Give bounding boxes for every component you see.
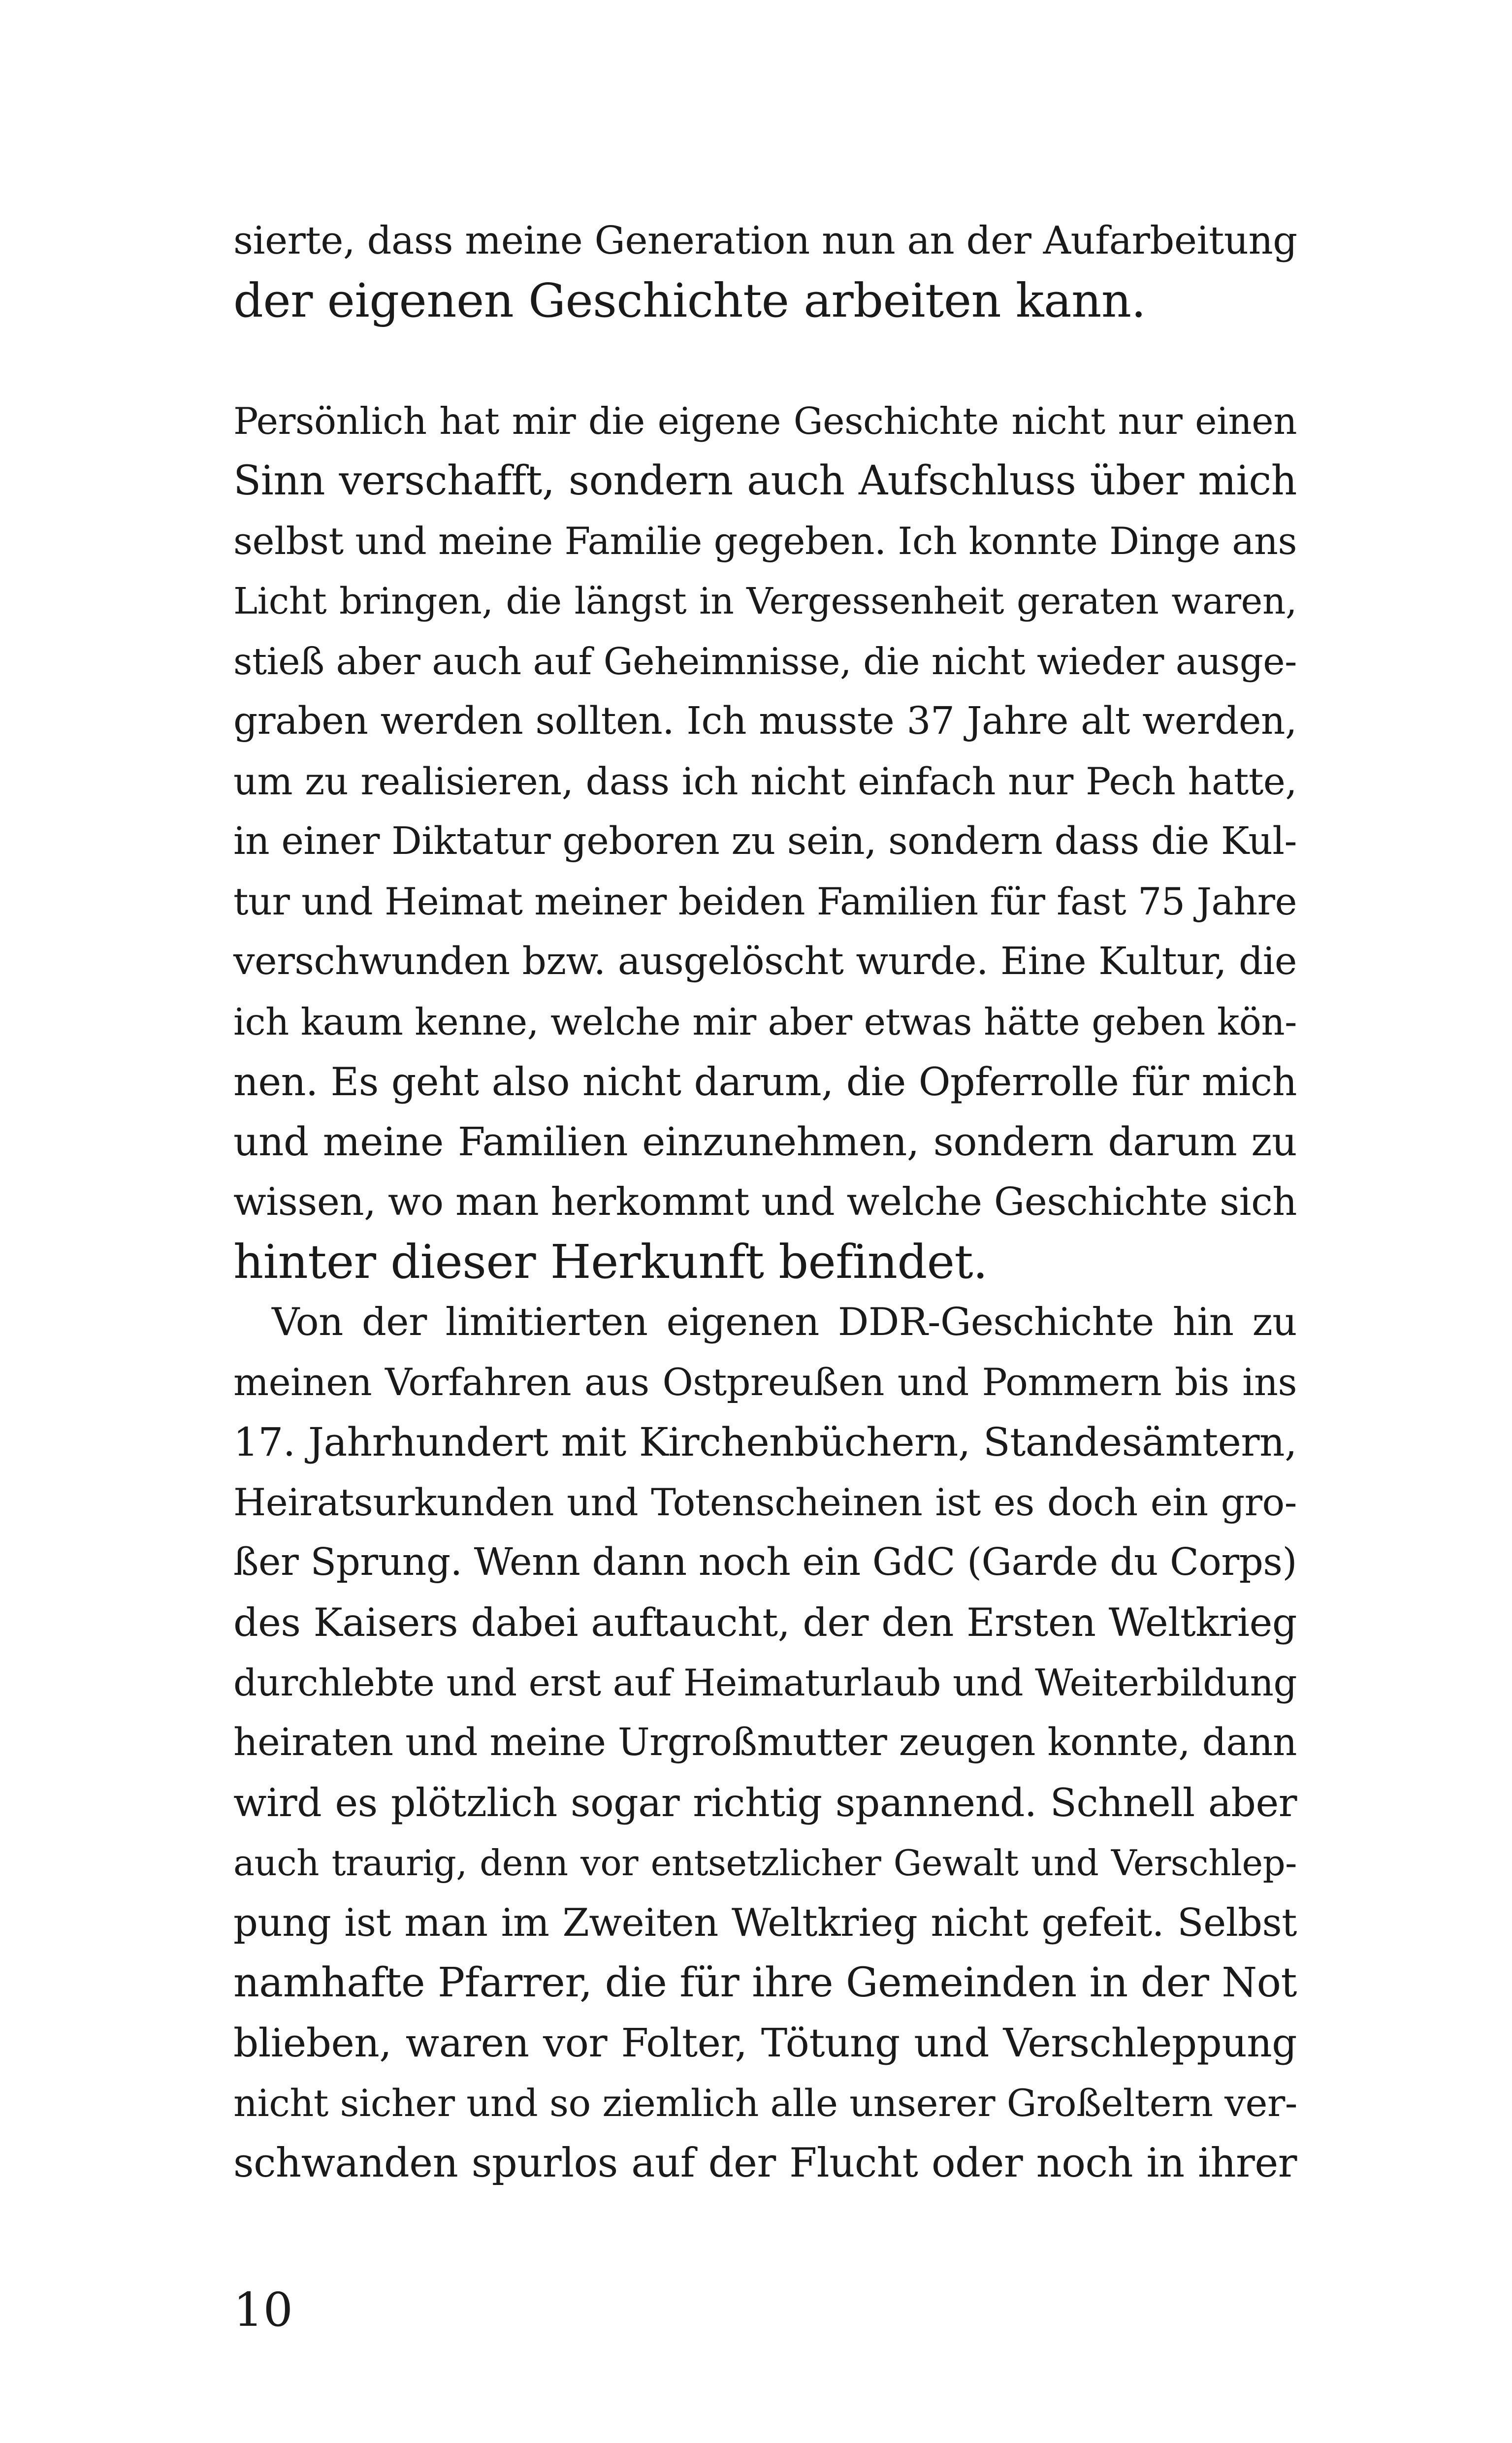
text-line: 17. Jahrhundert mit Kirchenbüchern, Standesämtern, — [233, 1419, 1297, 1465]
text-line: pung ist man im Zweiten Weltkrieg nicht gefeit. Selbst — [233, 1901, 1297, 1945]
text-line: um zu realisieren, dass ich nicht einfach nur Pech hatte, — [233, 759, 1297, 803]
page-number: 10 — [233, 2283, 293, 2337]
text-line: schwanden spurlos auf der Flucht oder noch in ihrer — [233, 2140, 1297, 2186]
text-line: Licht bringen, die längst in Vergessenheit geraten waren, — [233, 580, 1297, 622]
text-line: meinen Vorfahren aus Ostpreußen und Pommern bis ins — [233, 1360, 1297, 1404]
text-line: der eigenen Geschichte arbeiten kann. — [233, 274, 1146, 328]
text-line: nicht sicher und so ziemlich alle unserer Großeltern ver- — [233, 2081, 1297, 2125]
paragraph-gap — [233, 331, 1297, 391]
text-line: wissen, wo man herkommt und welche Geschichte sich — [233, 1180, 1297, 1224]
text-line: ßer Sprung. Wenn dann noch ein GdC (Garde du Corps) — [233, 1540, 1297, 1584]
text-line: durchlebte und erst auf Heimaturlaub und Weiterbildung — [233, 1661, 1297, 1704]
text-line: blieben, waren vor Folter, Tötung und Verschleppung — [233, 2020, 1297, 2066]
text-line: ich kaum kenne, welche mir aber etwas hätte geben kön- — [233, 1000, 1297, 1043]
text-line: Sinn verschafft, sondern auch Aufschluss über mich — [233, 457, 1297, 504]
text-line: in einer Diktatur geboren zu sein, sondern dass die Kul- — [233, 819, 1297, 863]
text-line: hinter dieser Herkunft befindet. — [233, 1235, 988, 1289]
text-line: Persönlich hat mir die eigene Geschichte nicht nur einen — [233, 399, 1297, 443]
text-line: Heiratsurkunden und Totenscheinen ist es doch ein gro- — [233, 1480, 1297, 1524]
text-line: des Kaisers dabei auftaucht, der den Ersten Weltkrieg — [233, 1600, 1297, 1645]
text-line: heiraten und meine Urgroßmutter zeugen konnte, dann — [233, 1721, 1297, 1764]
body-text — [233, 211, 1297, 2193]
text-line: namhafte Pfarrer, die für ihre Gemeinden in der Not — [233, 1959, 1297, 2006]
text-line: sierte, dass meine Generation nun an der Aufarbeitung — [233, 219, 1297, 263]
text-line: stieß aber auch auf Geheimnisse, die nicht wieder ausge- — [233, 640, 1297, 683]
text-line: und meine Familien einzunehmen, sondern darum zu — [233, 1119, 1297, 1165]
text-line: selbst und meine Familie gegeben. Ich konnte Dinge ans — [233, 519, 1297, 563]
text-line: nen. Es geht also nicht darum, die Opferrolle für mich — [233, 1059, 1297, 1105]
text-line: graben werden sollten. Ich musste 37 Jahre alt werden, — [233, 699, 1297, 743]
text-line: Von der limitierten eigenen DDR-Geschichte hin zu — [272, 1300, 1297, 1344]
text-line: verschwunden bzw. ausgelöscht wurde. Eine Kultur, die — [233, 940, 1297, 983]
text-line: tur und Heimat meiner beiden Familien für fast 75 Jahre — [233, 879, 1297, 923]
text-line: wird es plötzlich sogar richtig spannend. Schnell aber — [233, 1780, 1297, 1825]
text-line: auch traurig, denn vor entsetzlicher Gewalt und Verschlep- — [233, 1842, 1297, 1884]
